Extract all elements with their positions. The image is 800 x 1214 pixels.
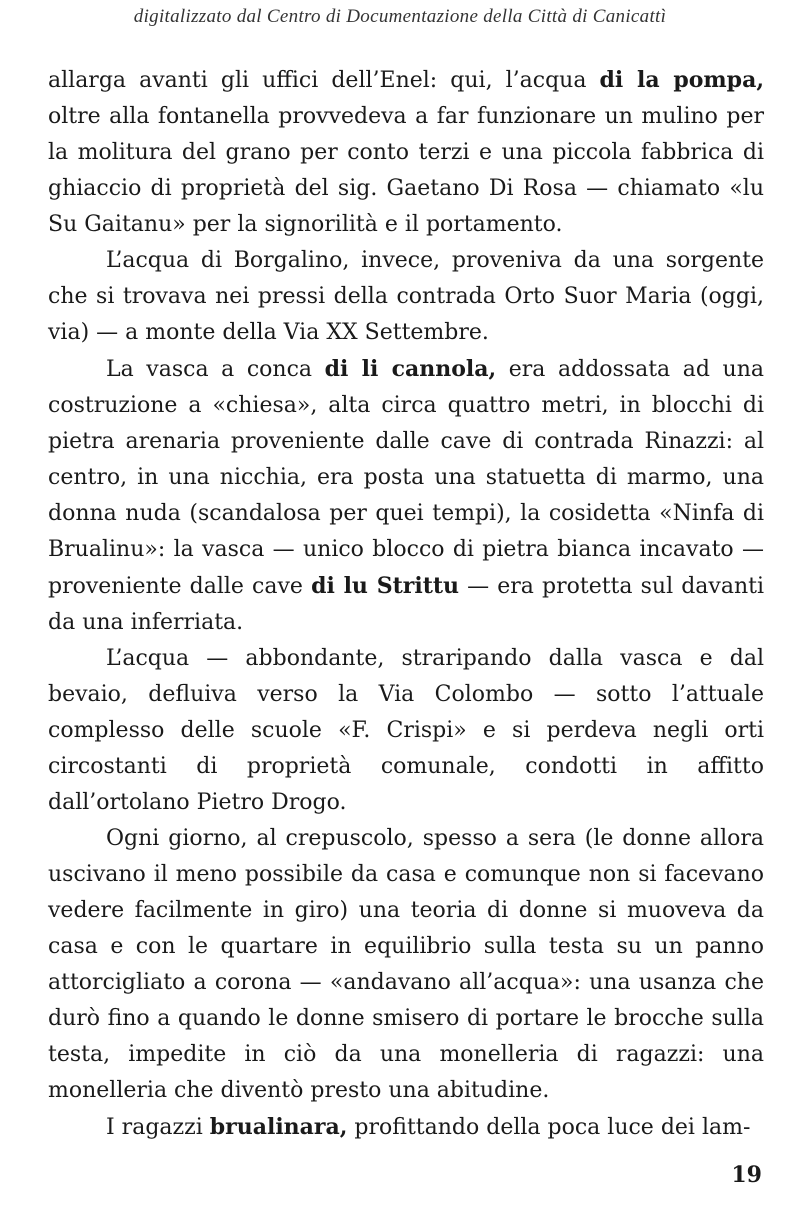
- text-span: — era protetta sul davanti da una inferriata.: [48, 574, 765, 635]
- paragraph-4: [48, 641, 764, 821]
- emphasis-term: di la pompa,: [599, 67, 764, 93]
- emphasis-term: di li cannola,: [324, 356, 497, 382]
- paragraph-6: [48, 1109, 764, 1146]
- paragraph-2: [48, 243, 764, 351]
- page-number: 19: [731, 1162, 762, 1188]
- text-span: allarga avanti gli uffici dell’Enel: qui, l’acqua: [48, 68, 600, 93]
- emphasis-term: brualinara,: [209, 1114, 348, 1140]
- paragraph-5: [48, 821, 764, 1109]
- emphasis-term: di lu Strittu: [311, 573, 460, 599]
- paragraph-3: [48, 351, 764, 641]
- text-span: L’acqua — abbondante, straripando dalla vasca e dal bevaio, defluiva verso la Via Colombo — sotto l’attuale complesso delle scuole «F. Crispi» e si perdeva negli orti circostanti di proprietà comunale, condotti in affitto dall’ortolano Pietro Drogo.: [48, 646, 764, 815]
- text-span: era addossata ad una costruzione a «chiesa», alta circa quattro metri, in blocchi di pietra arenaria proveniente dalle cave di contrada Rinazzi: al centro, in una nicchia, era posta una statuetta di marmo, una donna nuda (scandalosa per quei tempi), la cosidetta «Ninfa di Brualinu»: la vasca — unico blocco di pietra bianca incavato — proveniente dalle cave: [48, 357, 764, 599]
- text-span: I ragazzi: [106, 1115, 210, 1140]
- text-span: Ogni giorno, al crepuscolo, spesso a sera (le donne allora uscivano il meno possibile da casa e comunque non si facevano vedere facilmente in giro) una teoria di donne si muoveva da casa e con le quartare in equilibrio sulla testa su un panno attorcigliato a corona — «andavano all’acqua»: una usanza che durò fino a quando le donne smisero di portare le brocche sulla testa, impedite in ciò da una monelleria di ragazzi: una monelleria che diventò presto una abitudine.: [48, 826, 764, 1103]
- text-span: profittando della poca luce dei lam-: [347, 1115, 751, 1140]
- page-body: [48, 62, 764, 1146]
- text-span: L’acqua di Borgalino, invece, proveniva da una sorgente che si trovava nei pressi della contrada Orto Suor Maria (oggi, via) — a monte della Via XX Settembre.: [48, 248, 764, 345]
- text-span: La vasca a conca: [106, 357, 325, 382]
- text-span: oltre alla fontanella provvedeva a far funzionare un mulino per la molitura del grano per conto terzi e una piccola fabbrica di ghiaccio di proprietà del sig. Gaetano Di Rosa — chiamato «lu Su Gaitanu» per la signorilità e il portamento.: [48, 104, 764, 237]
- paragraph-1: [48, 62, 764, 243]
- digitization-watermark: digitalizzato dal Centro di Documentazione della Città di Canicattì: [133, 6, 667, 27]
